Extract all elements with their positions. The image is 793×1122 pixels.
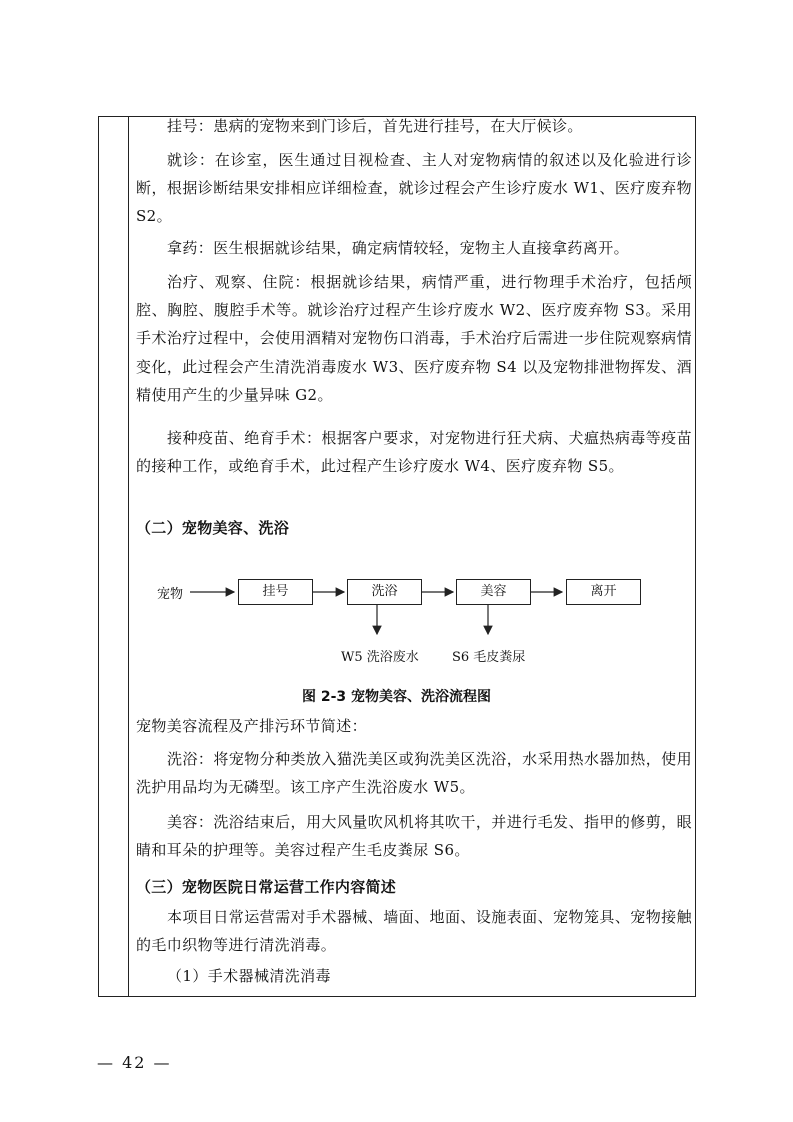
flow-step-bathing: 洗浴 (347, 579, 422, 605)
flow-output-w5: W5 洗浴废水 (341, 650, 419, 665)
paragraph-item-1: （1）手术器械清洗消毒 (167, 967, 331, 985)
paragraph-registration: 挂号：患病的宠物来到门诊后，首先进行挂号，在大厅候诊。 (167, 117, 583, 135)
flow-step-leave: 离开 (566, 579, 641, 605)
figure-caption: 图 2-3 宠物美容、洗浴流程图 (301, 689, 492, 705)
section-heading-daily-operations: （三）宠物医院日常运营工作内容简述 (136, 878, 397, 896)
flow-output-s6: S6 毛皮粪尿 (452, 650, 526, 665)
paragraph-daily-cleaning: 本项目日常运营需对手术器械、墙面、地面、设施表面、宠物笼具、宠物接触的毛巾织物等进行清洗消毒。 (136, 908, 692, 955)
flow-start-label: 宠物 (157, 587, 184, 602)
flow-step-grooming: 美容 (456, 579, 531, 605)
flow-step-registration: 挂号 (238, 579, 313, 605)
paragraph-consultation: 就诊：在诊室，医生通过目视检查、主人对宠物病情的叙述以及化验进行诊断，根据诊断结果安排相应详细检查，就诊过程会产生诊疗废水 W1、医疗废弃物 S2。 (136, 151, 692, 226)
paragraph-bathing: 洗浴：将宠物分种类放入猫洗美区或狗洗美区洗浴，水采用热水器加热，使用洗护用品均为无磷型。该工序产生洗浴废水 W5。 (136, 750, 692, 797)
page-number: — 42 — (97, 1053, 172, 1072)
paragraph-grooming-intro: 宠物美容流程及产排污环节简述： (136, 717, 368, 735)
paragraph-medicine: 拿药：医生根据就诊结果，确定病情较轻，宠物主人直接拿药离开。 (167, 239, 630, 257)
section-heading-grooming: （二）宠物美容、洗浴 (136, 519, 290, 537)
paragraph-grooming: 美容：洗浴结束后，用大风量吹风机将其吹干，并进行毛发、指甲的修剪，眼睛和耳朵的护理等。美容过程产生毛皮粪尿 S6。 (136, 813, 692, 860)
paragraph-vaccination: 接种疫苗、绝育手术：根据客户要求，对宠物进行狂犬病、犬瘟热病毒等疫苗的接种工作，或绝育手术，此过程产生诊疗废水 W4、医疗废弃物 S5。 (136, 429, 692, 476)
paragraph-treatment: 治疗、观察、住院：根据就诊结果，病情严重，进行物理手术治疗，包括颅腔、胸腔、腹腔手术等。就诊治疗过程产生诊疗废水 W2、医疗废弃物 S3。采用手术治疗过程中，会使用酒精对宠物伤口消毒，手术治疗后需进一步住院观察病情变化，此过程会产生清洗消毒废水 W3、医疗废弃物 S4 以及宠物排泄物挥发、酒精使用产生的少量异味 G2。 (136, 273, 692, 404)
